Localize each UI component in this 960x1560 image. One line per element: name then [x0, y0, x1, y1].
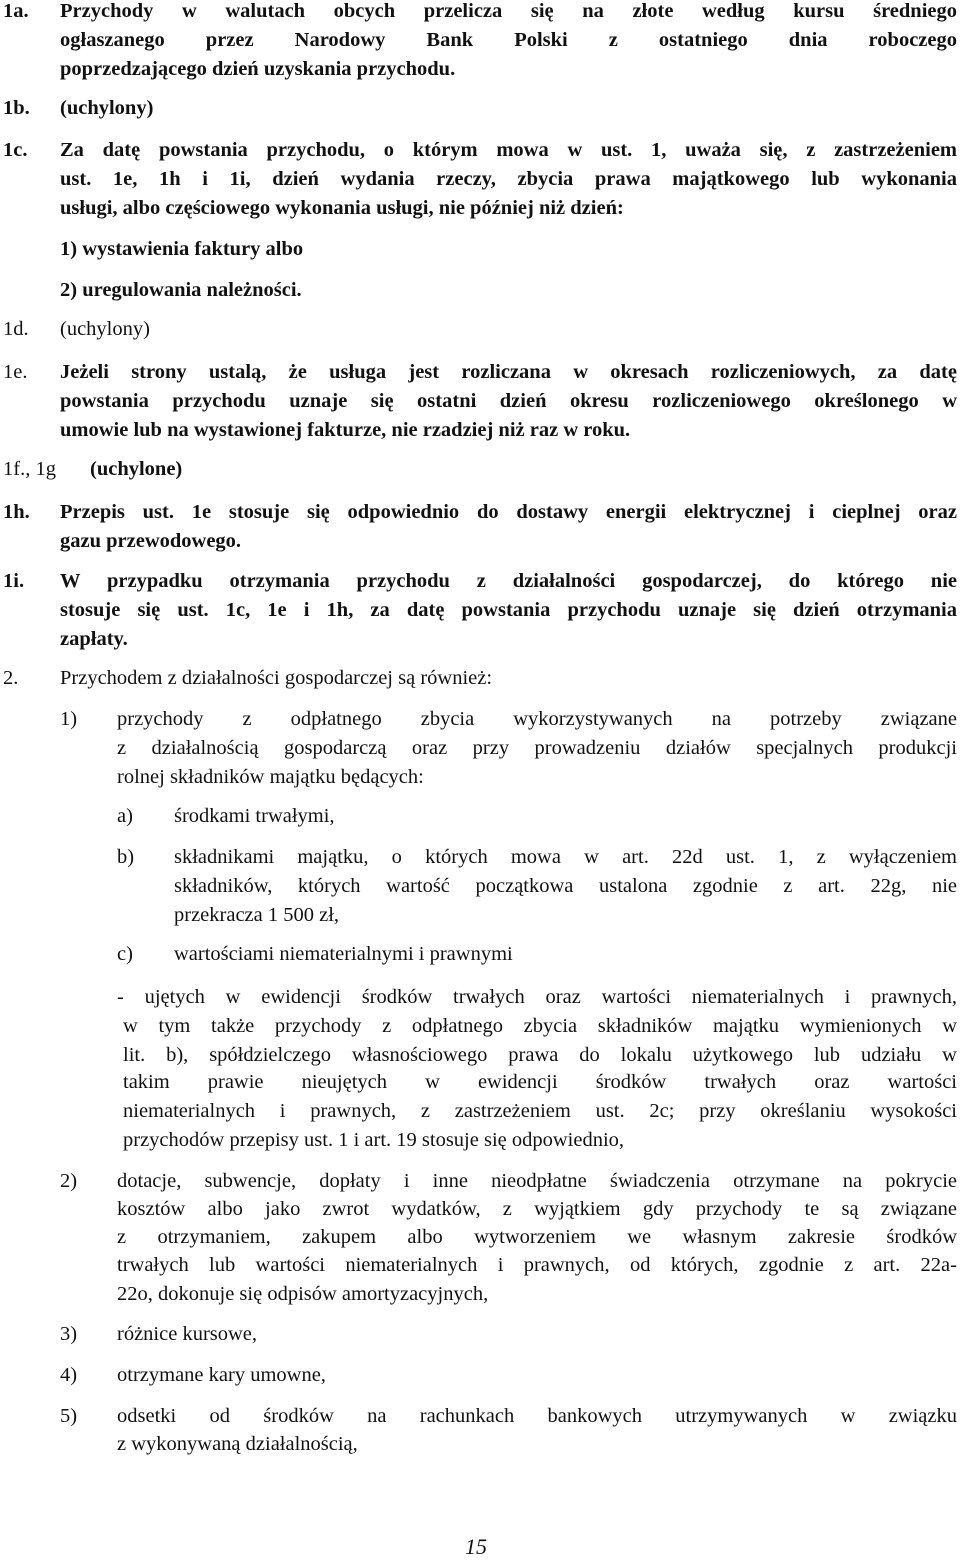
- paragraph-number: 1f., 1g: [3, 458, 56, 480]
- text-line: niematerialnych i prawnych, z zastrzeżeniem ust. 2c; przy określaniu wysokości: [123, 1100, 957, 1122]
- text-line: wartościami niematerialnymi i prawnymi: [174, 943, 513, 965]
- point-number: 3): [60, 1323, 78, 1345]
- text-line: (uchylony): [60, 97, 154, 119]
- paragraph-number: 1a.: [3, 0, 29, 22]
- text-line: umowie lub na wystawionej fakturze, nie rzadziej niż raz w roku.: [60, 419, 631, 441]
- text-line: (uchylone): [90, 458, 183, 480]
- text-line: stosuje się ust. 1c, 1e i 1h, za datę powstania przychodu uznaje się dzień otrzymania: [60, 599, 957, 621]
- text-line: powstania przychodu uznaje się ostatni dzień okresu rozliczeniowego określonego w: [60, 390, 957, 412]
- text-line: lit. b), spółdzielczego własnościowego prawa do lokalu użytkowego lub udziału w: [123, 1044, 957, 1066]
- letter-label: a): [117, 805, 133, 827]
- text-line: Za datę powstania przychodu, o którym mowa w ust. 1, uważa się, z zastrzeżeniem: [60, 139, 957, 161]
- page-number: 15: [465, 1534, 487, 1559]
- text-line: kosztów albo jako zwrot wydatków, z wyjątkiem gdy przychody te są związane: [117, 1198, 957, 1220]
- text-line: poprzedzającego dzień uzyskania przychodu.: [60, 58, 456, 80]
- text-line: (uchylony): [60, 318, 150, 340]
- text-line: otrzymane kary umowne,: [117, 1364, 326, 1386]
- text-line: 22o, dokonuje się odpisów amortyzacyjnych,: [117, 1283, 489, 1305]
- text-line: trwałych lub wartości niematerialnych i prawnych, od których, zgodnie z art. 22a-: [117, 1254, 957, 1276]
- text-line: w tym także przychody z odpłatnego zbycia składników majątku wymienionych w: [123, 1015, 957, 1037]
- list-item: 2) uregulowania należności.: [60, 279, 302, 301]
- paragraph-number: 1d.: [3, 318, 29, 340]
- text-line: z wykonywaną działalnością,: [117, 1433, 358, 1455]
- paragraph-number: 1b.: [3, 97, 30, 119]
- text-line: Przepis ust. 1e stosuje się odpowiednio do dostawy energii elektrycznej i cieplnej oraz: [60, 501, 957, 523]
- paragraph-number: 1i.: [3, 570, 25, 592]
- text-line: z działalnością gospodarczą oraz przy prowadzeniu działów specjalnych produkcji: [117, 737, 957, 759]
- text-line: przychodów przepisy ust. 1 i art. 19 stosuje się odpowiednio,: [123, 1129, 625, 1151]
- text-line: ust. 1e, 1h i 1i, dzień wydania rzeczy, zbycia prawa majątkowego lub wykonania: [60, 168, 957, 190]
- text-line: środkami trwałymi,: [174, 805, 335, 827]
- text-line: rolnej składników majątku będących:: [117, 766, 424, 788]
- letter-label: b): [117, 846, 135, 868]
- text-line: Jeżeli strony ustalą, że usługa jest rozliczana w okresach rozliczeniowych, za datę: [60, 361, 957, 383]
- point-number: 2): [60, 1170, 78, 1192]
- text-line: przekracza 1 500 zł,: [174, 904, 340, 926]
- point-number: 1): [60, 708, 78, 730]
- paragraph-number: 1c.: [3, 139, 28, 161]
- text-line: zapłaty.: [60, 628, 128, 650]
- text-line: W przypadku otrzymania przychodu z działalności gospodarczej, do którego nie: [60, 570, 957, 592]
- text-line: różnice kursowe,: [117, 1323, 258, 1345]
- text-line: ogłaszanego przez Narodowy Bank Polski z ostatniego dnia roboczego: [60, 29, 957, 51]
- text-line: gazu przewodowego.: [60, 530, 242, 552]
- text-line: dotacje, subwencje, dopłaty i inne nieodpłatne świadczenia otrzymane na pokrycie: [117, 1170, 957, 1192]
- text-line: składników, których wartość początkowa ustalona zgodnie z art. 22g, nie: [174, 875, 957, 897]
- text-line: Przychodem z działalności gospodarczej są również:: [60, 667, 493, 689]
- text-line: takim prawie nieujętych w ewidencji środków trwałych oraz wartości: [123, 1071, 957, 1093]
- text-line: usługi, albo częściowego wykonania usługi, nie później niż dzień:: [60, 197, 624, 219]
- text-line: składnikami majątku, o których mowa w art. 22d ust. 1, z wyłączeniem: [174, 846, 957, 868]
- letter-label: c): [117, 943, 133, 965]
- point-number: 4): [60, 1364, 78, 1386]
- text-line: z otrzymaniem, zakupem albo wytworzeniem we własnym zakresie środków: [117, 1226, 957, 1248]
- paragraph-number: 1e.: [3, 361, 28, 383]
- text-line: Przychody w walutach obcych przelicza się na złote według kursu średniego: [60, 0, 957, 22]
- text-line: przychody z odpłatnego zbycia wykorzystywanych na potrzeby związane: [117, 708, 957, 730]
- paragraph-number: 2.: [3, 667, 19, 689]
- text-line: odsetki od środków na rachunkach bankowych utrzymywanych w związku: [117, 1405, 957, 1427]
- text-line: - ujętych w ewidencji środków trwałych oraz wartości niematerialnych i prawnych,: [117, 986, 957, 1008]
- paragraph-number: 1h.: [3, 501, 30, 523]
- point-number: 5): [60, 1405, 78, 1427]
- list-item: 1) wystawienia faktury albo: [60, 238, 304, 260]
